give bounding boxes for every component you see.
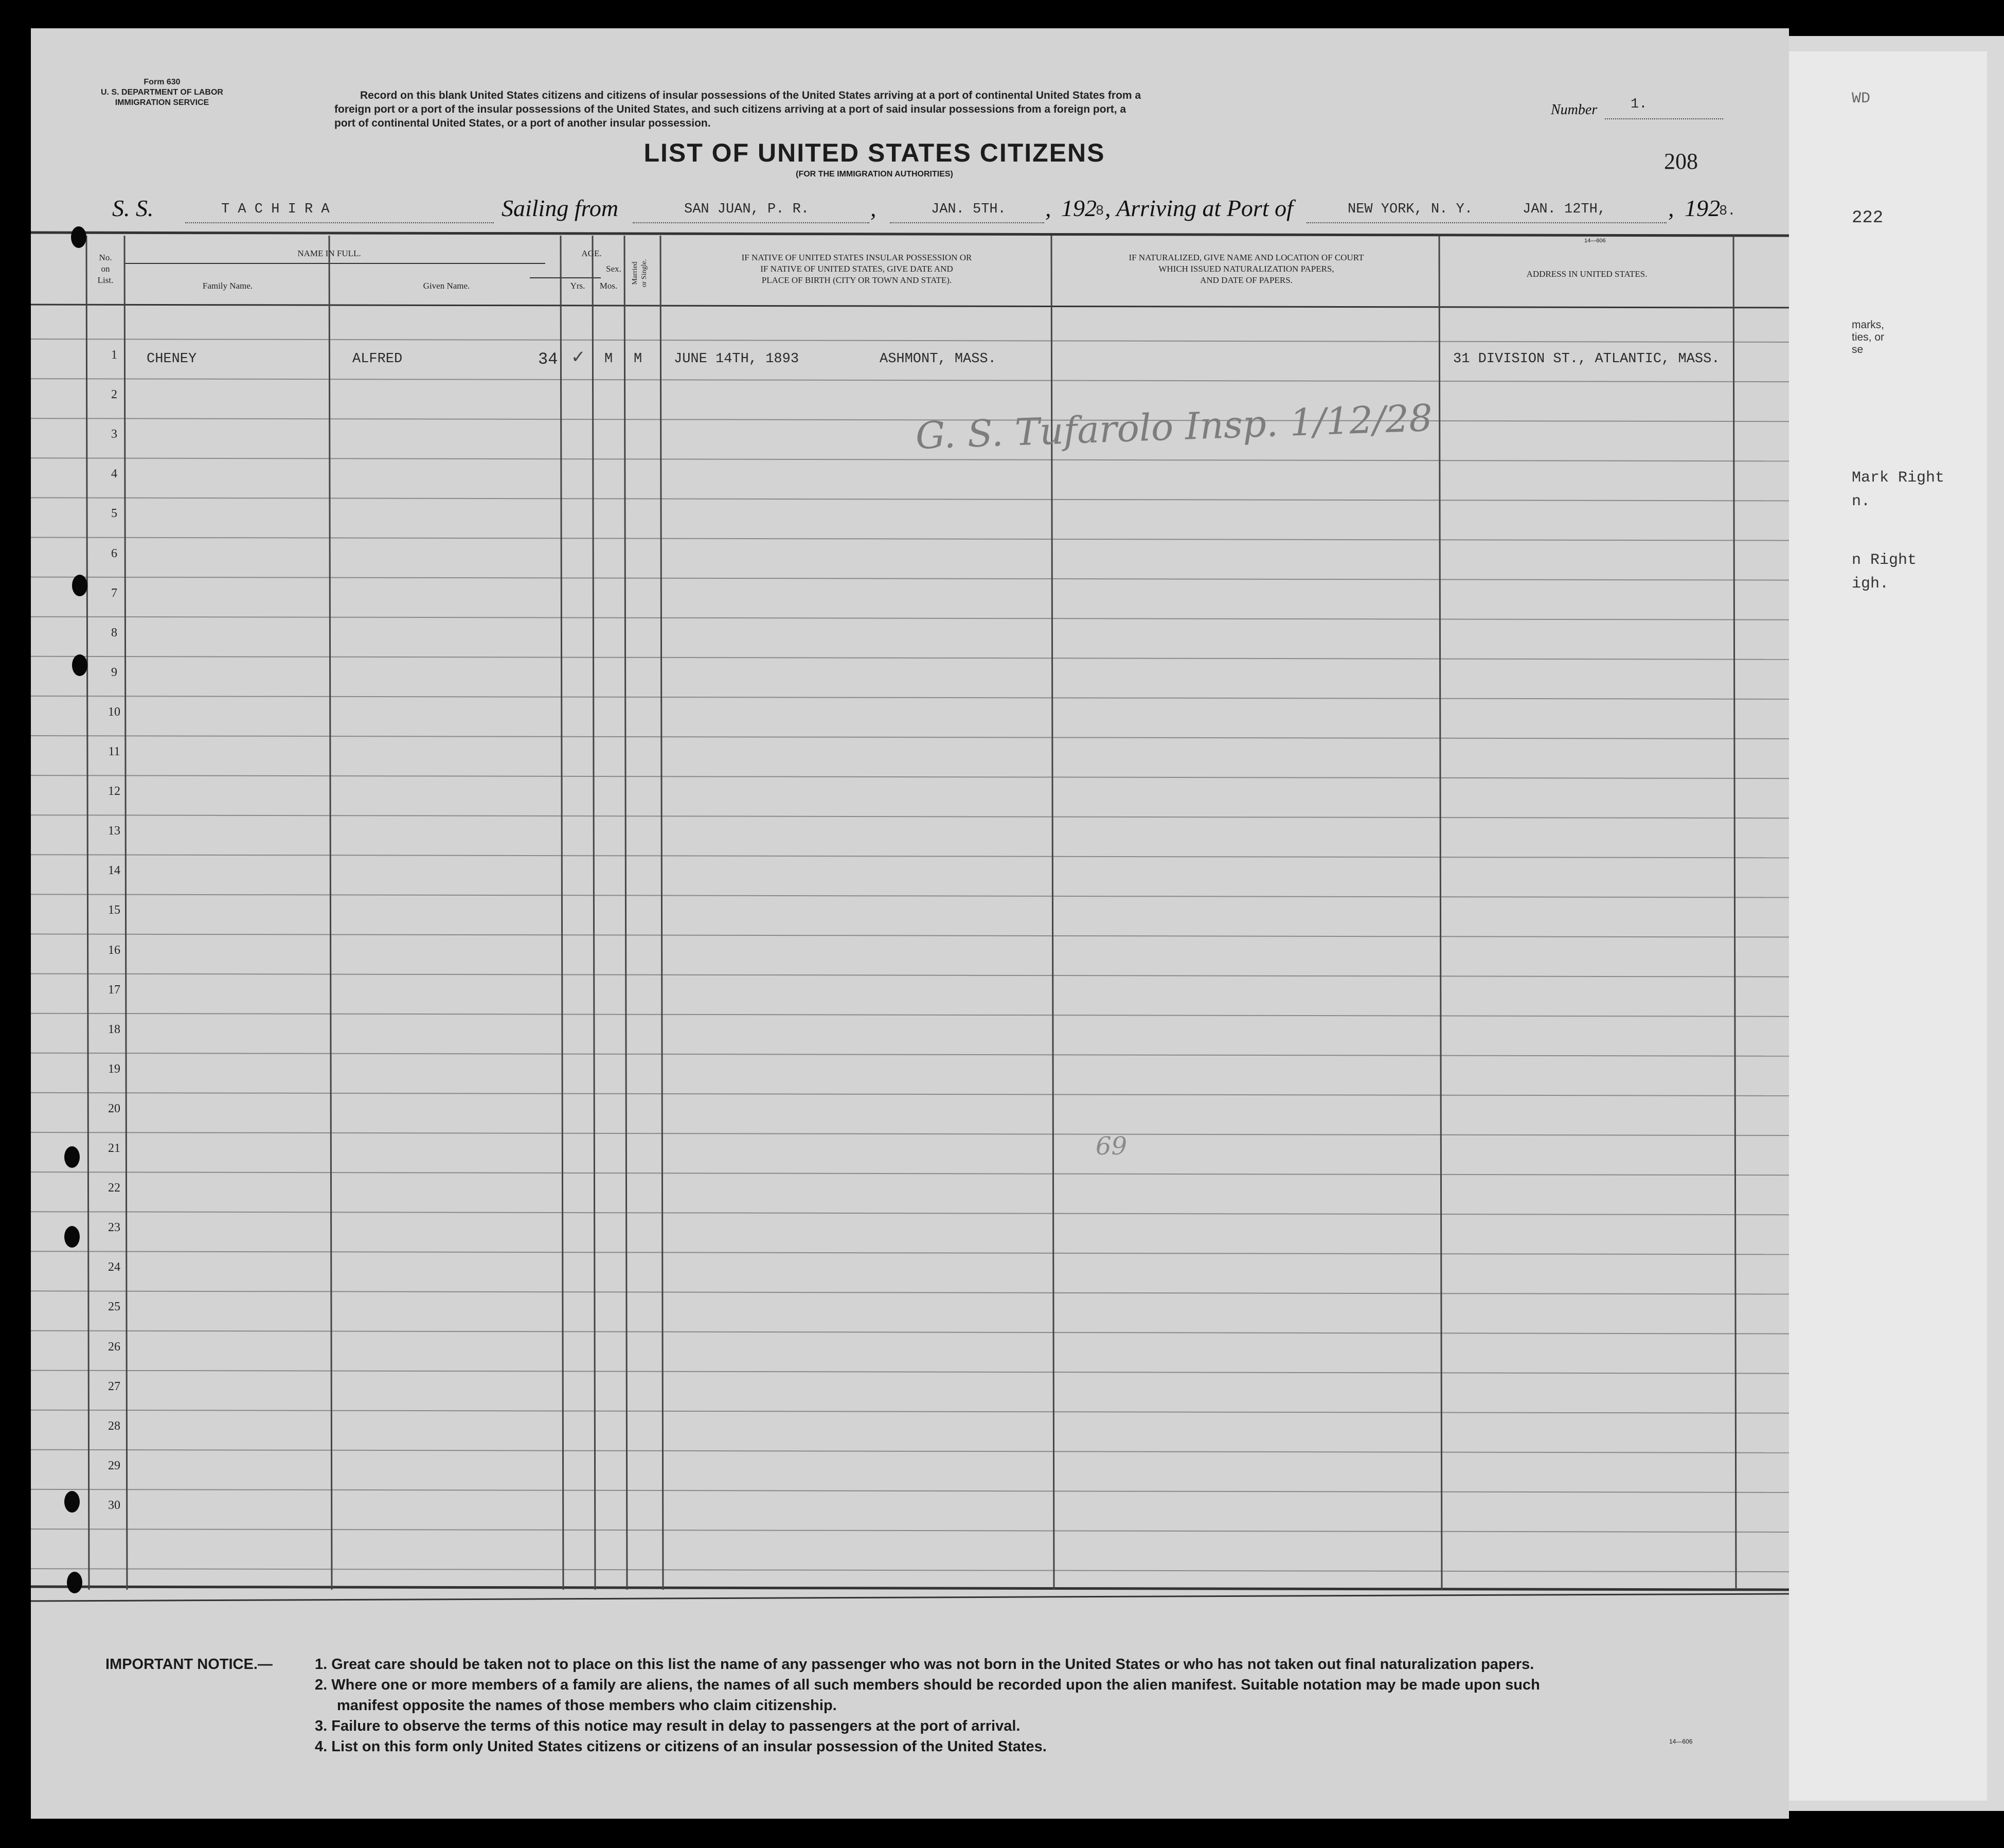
col-married-line-1: Married: [631, 261, 639, 285]
row-number: 21: [108, 1142, 120, 1155]
department-name: U. S. DEPARTMENT OF LABOR: [101, 88, 223, 97]
column-rule: [561, 236, 563, 1590]
row-rule: [31, 934, 1789, 937]
row-rule: [31, 894, 1789, 897]
row-rule: [31, 1331, 1789, 1334]
page-number: 208: [1664, 149, 1698, 174]
punch-hole: [64, 1491, 80, 1513]
column-rule: [86, 236, 89, 1590]
row-rule: [31, 418, 1789, 421]
row-rule: [31, 696, 1789, 699]
column-rule: [1733, 236, 1736, 1590]
page-title: LIST OF UNITED STATES CITIZENS: [643, 138, 1105, 167]
row-rule: [31, 458, 1789, 461]
instructions-line-3: port of continental United States, or a port of another insular possession.: [334, 117, 711, 129]
row-number: 10: [108, 705, 120, 719]
row-rule: [31, 339, 1789, 342]
punch-hole: [72, 654, 87, 676]
entry-family-name: CHENEY: [147, 351, 197, 367]
punch-hole: [64, 1146, 80, 1168]
arrival-port: NEW YORK, N. Y.: [1348, 202, 1473, 217]
ss-label: S. S.: [112, 195, 154, 221]
notice-item-2-continued: manifest opposite the names of those members who claim citizenship.: [337, 1697, 837, 1714]
row-number: 18: [108, 1022, 120, 1036]
row-number: 7: [111, 586, 117, 600]
row-rule: [31, 1132, 1789, 1135]
comma-1: ,: [870, 195, 876, 221]
col-name-in-full: NAME IN FULL.: [297, 248, 361, 258]
row-rule: [31, 617, 1789, 620]
arrival-date: JAN. 12TH,: [1523, 202, 1606, 217]
col-sex: Sex.: [606, 264, 621, 274]
row-rule: [31, 855, 1789, 858]
row-rule: [31, 1172, 1789, 1175]
row-rule: [31, 1450, 1789, 1453]
year-suffix-2: 8.: [1719, 204, 1736, 219]
row-number: 8: [111, 626, 117, 639]
from-port: SAN JUAN, P. R.: [684, 202, 810, 217]
back-sheet-number: 222: [1852, 208, 1884, 228]
row-number: 12: [108, 785, 120, 798]
entry-marital: M: [634, 351, 642, 367]
punch-hole: [71, 226, 86, 248]
arriving-label: , Arriving at Port of: [1105, 195, 1293, 221]
back-sheet-caption-2: ties, or: [1852, 331, 1885, 343]
row-number: 3: [111, 428, 117, 441]
col-birth-line-3: PLACE OF BIRTH (CITY OR TOWN AND STATE).: [761, 275, 952, 285]
row-rule: [31, 1569, 1789, 1572]
column-rule: [660, 236, 663, 1590]
row-number: 24: [108, 1260, 120, 1274]
back-sheet-caption-3: se: [1852, 344, 1864, 356]
row-rule: [31, 815, 1789, 818]
col-address: ADDRESS IN UNITED STATES.: [1526, 269, 1648, 279]
col-months: Mos.: [599, 281, 618, 291]
print-code-top: 14—606: [1584, 238, 1606, 244]
sailing-label: Sailing from: [502, 195, 619, 221]
column-rule: [1439, 236, 1442, 1590]
ship-name: T A C H I R A: [221, 202, 330, 217]
instructions-line-1: Record on this blank United States citizens and citizens of insular possessions of the United States arriving at a port of continental United States from a: [360, 90, 1141, 101]
punch-hole: [64, 1226, 80, 1248]
notice-item-1: 1. Great care should be taken not to place on this list the name of any passenger who was not born in the United States or who has not taken out final naturalization papers.: [315, 1656, 1534, 1673]
entry-birth-date: JUNE 14TH, 1893: [674, 351, 799, 367]
row-number: 22: [108, 1181, 120, 1195]
col-given-name: Given Name.: [423, 281, 470, 291]
row-rule: [31, 379, 1789, 382]
comma-3: ,: [1668, 195, 1674, 221]
col-years: Yrs.: [570, 281, 585, 291]
year-prefix-2: 192: [1685, 195, 1720, 221]
row-number: 5: [111, 507, 117, 521]
back-sheet-line-1: Mark Right: [1852, 469, 1945, 487]
row-rule: [31, 1212, 1789, 1215]
row-number: 2: [111, 388, 117, 402]
row-rule: [31, 1291, 1789, 1294]
entry-given-name: ALFRED: [352, 351, 403, 367]
row-number: 11: [108, 745, 120, 758]
col-family-name: Family Name.: [202, 281, 253, 291]
col-married-line-2: or Single.: [640, 259, 648, 288]
row-number: 17: [108, 983, 120, 997]
page-subtitle: (FOR THE IMMIGRATION AUTHORITIES): [796, 170, 953, 179]
entry-address: 31 DIVISION ST., ATLANTIC, MASS.: [1453, 351, 1720, 367]
form-number: Form 630: [144, 78, 181, 86]
row-number: 29: [108, 1459, 120, 1472]
col-birth-line-2: IF NATIVE OF UNITED STATES, GIVE DATE AND: [760, 264, 953, 274]
entry-birth-place: ASHMONT, MASS.: [880, 351, 996, 367]
column-rule: [329, 236, 332, 1590]
col-naturalized-line-1: IF NATURALIZED, GIVE NAME AND LOCATION OF COURT: [1129, 253, 1364, 262]
comma-2: ,: [1045, 195, 1051, 221]
back-sheet-caption-1: marks,: [1852, 319, 1884, 331]
row-number: 16: [108, 943, 120, 957]
col-no-line-3: List.: [97, 275, 114, 285]
col-naturalized: [1053, 252, 1439, 286]
back-sheet-line-2: n.: [1852, 493, 1871, 510]
row-rule: [31, 538, 1789, 541]
row-rule: [31, 1371, 1789, 1374]
row-rule: [31, 974, 1789, 977]
row-number: 30: [108, 1498, 120, 1512]
number-label: Number: [1551, 102, 1598, 118]
col-naturalized-line-2: WHICH ISSUED NATURALIZATION PAPERS,: [1158, 264, 1334, 274]
back-sheet-line-3: n Right: [1852, 552, 1917, 569]
row-rule: [31, 1053, 1789, 1056]
notice-item-3: 3. Failure to observe the terms of this notice may result in delay to passengers at the port of arrival.: [315, 1718, 1021, 1734]
row-rule: [31, 1529, 1789, 1532]
col-birth-line-1: IF NATIVE OF UNITED STATES INSULAR POSSESSION OR: [741, 253, 972, 262]
row-rule: [31, 1251, 1789, 1254]
year-prefix-1: 192: [1061, 195, 1097, 221]
row-number: 1: [111, 348, 117, 362]
back-sheet-code: WD: [1852, 90, 1871, 108]
col-no: [87, 252, 123, 286]
row-rule: [31, 1489, 1789, 1492]
row-rule: [31, 736, 1789, 739]
entry-age-years: 34: [538, 350, 558, 369]
row-rule: [31, 1093, 1789, 1096]
row-rule: [31, 577, 1789, 580]
instructions-line-2: foreign port or a port of the insular possessions of the United States, and such citizens arriving at a port of said insular possessions from a foreign port, a: [334, 103, 1126, 115]
entry-age-mark: ✓: [571, 348, 586, 367]
print-code-bottom: 14—606: [1669, 1738, 1693, 1745]
row-number: 26: [108, 1340, 120, 1354]
year-suffix-1: 8: [1096, 204, 1104, 219]
col-married: [631, 237, 649, 309]
row-number: 27: [108, 1379, 120, 1393]
row-number: 19: [108, 1062, 120, 1076]
row-number: 15: [108, 903, 120, 917]
service-name: IMMIGRATION SERVICE: [115, 98, 209, 107]
column-rule: [593, 236, 595, 1590]
row-number: 23: [108, 1221, 120, 1235]
row-number: 14: [108, 864, 120, 878]
row-rule: [31, 656, 1789, 660]
sail-date: JAN. 5TH.: [931, 202, 1006, 217]
row-number: 6: [111, 546, 117, 560]
number-value: 1.: [1631, 97, 1648, 112]
row-rule: [31, 775, 1789, 778]
stray-mark: 69: [1096, 1132, 1128, 1161]
col-age: AGE.: [581, 248, 602, 258]
notice-item-2: 2. Where one or more members of a family are aliens, the names of all such members should be recorded upon the alien manifest. Suitable notation may be made upon such: [315, 1677, 1540, 1693]
row-number: 13: [108, 824, 120, 838]
punch-hole: [67, 1572, 82, 1593]
back-sheet-line-4: igh.: [1852, 575, 1889, 593]
notice-heading: IMPORTANT NOTICE.—: [105, 1656, 273, 1673]
col-no-line-1: No.: [99, 253, 112, 262]
row-number: 4: [111, 467, 117, 481]
col-no-line-2: on: [101, 264, 110, 274]
entry-sex: M: [604, 351, 613, 367]
col-birth: [663, 252, 1051, 286]
column-rule: [624, 236, 627, 1590]
row-rule: [31, 1410, 1789, 1413]
row-number: 20: [108, 1101, 120, 1115]
row-number: 28: [108, 1419, 120, 1433]
row-rule: [31, 1014, 1789, 1017]
row-number: 25: [108, 1300, 120, 1314]
row-number: 9: [111, 665, 117, 679]
punch-hole: [72, 575, 87, 596]
inspector-signature: G. S. Tufarolo Insp. 1/12/28: [915, 396, 1434, 457]
row-rule: [31, 497, 1789, 501]
col-naturalized-line-3: AND DATE OF PAPERS.: [1200, 275, 1293, 285]
notice-item-4: 4. List on this form only United States citizens or citizens of an insular possession of the United States.: [315, 1738, 1047, 1755]
